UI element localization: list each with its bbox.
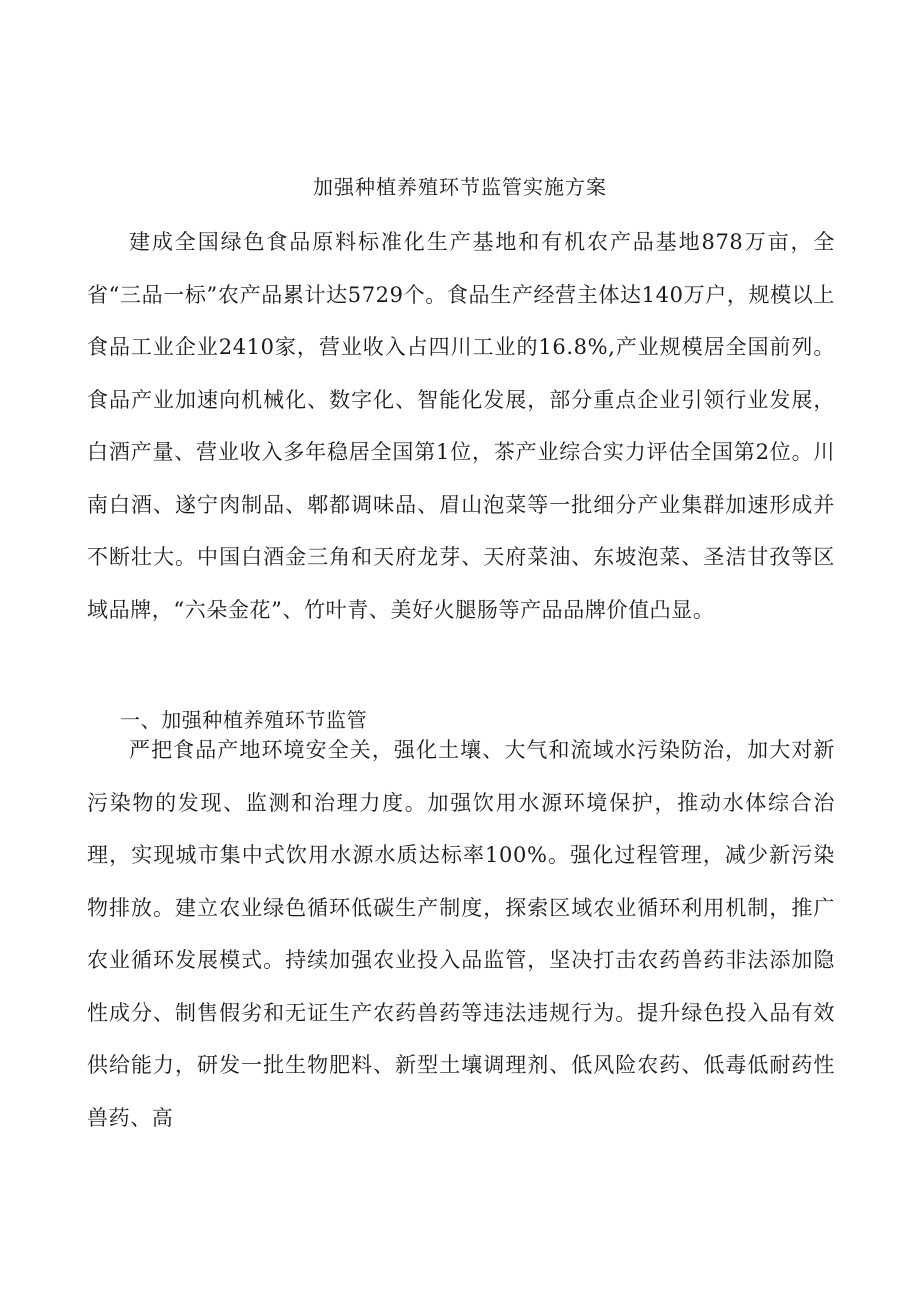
section-heading: 一、加强种植养殖环节监管 [120, 708, 368, 732]
section-paragraph: 严把食品产地环境安全关，强化土壤、大气和流域水污染防治，加大对新污染物的发现、监测和治理力度。加强饮用水源环境保护，推动水体综合治理，实现城市集中式饮用水源水质达标率100%。强化过程管理，减少新污染物排放。建立农业绿色循环低碳生产制度，探索区域农业循环利用机制，推广农业循环发展模式。持续加强农业投入品监管，坚决打击农药兽药非法添加隐性成分、制售假劣和无证生产农药兽药等违法违规行为。提升绿色投入品有效供给能力，研发一批生物肥料、新型土壤调理剂、低风险农药、低毒低耐药性兽药、高 [87, 738, 835, 1130]
intro-paragraph: 建成全国绿色食品原料标准化生产基地和有机农产品基地878万亩，全省“三品一标”农产品累计达5729个。食品生产经营主体达140万户，规模以上食品工业企业2410家，营业收入占四川工业的16.8%,产业规模居全国前列。食品产业加速向机械化、数字化、智能化发展，部分重点企业引领行业发展，白酒产量、营业收入多年稳居全国第1位，茶产业综合实力评估全国第2位。川南白酒、遂宁肉制品、郫都调味品、眉山泡菜等一批细分产业集群加速形成并不断壮大。中国白酒金三角和天府龙芽、天府菜油、东坡泡菜、圣洁甘孜等区域品牌，“六朵金花”、竹叶青、美好火腿肠等产品品牌价值凸显。 [87, 230, 835, 622]
document-title: 加强种植养殖环节监管实施方案 [313, 175, 607, 199]
